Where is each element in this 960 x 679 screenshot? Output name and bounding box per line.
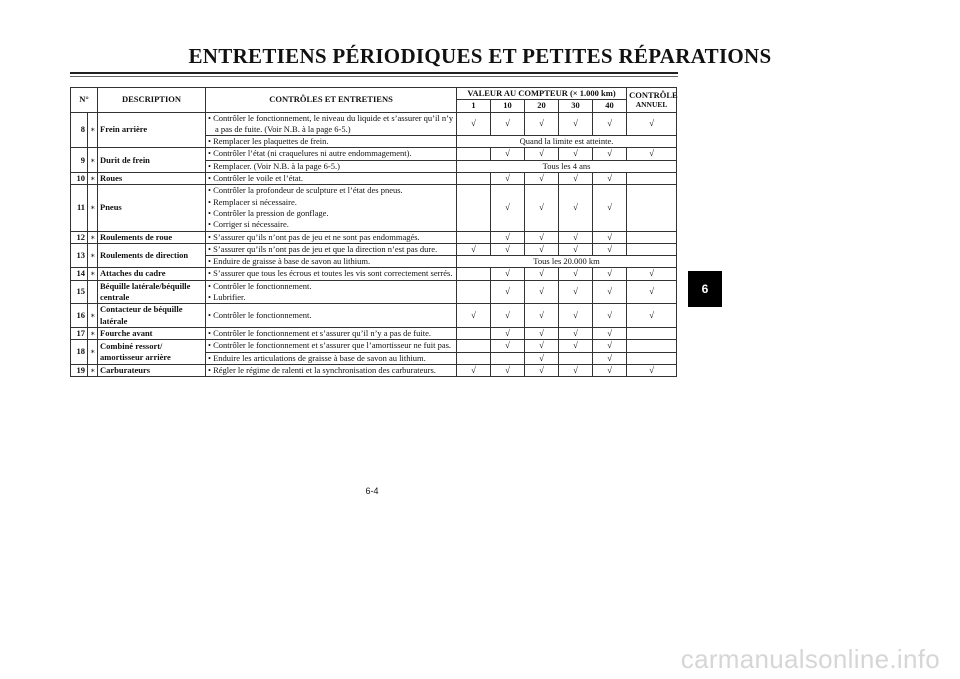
table-row	[71, 327, 677, 339]
check-mark: √	[525, 173, 559, 185]
check-mark: √	[559, 280, 593, 304]
check-mark: √	[593, 148, 627, 160]
check-mark: √	[457, 243, 491, 255]
check-mark	[457, 185, 491, 231]
item-number: 14	[71, 268, 88, 280]
item-description: Roues	[98, 173, 206, 185]
check-text	[206, 364, 457, 376]
item-description: Durit de frein	[98, 148, 206, 173]
check-line: • Corriger si nécessaire.	[208, 219, 289, 230]
item-description: Fourche avant	[98, 327, 206, 339]
check-text	[206, 160, 457, 172]
check-text	[206, 340, 457, 352]
check-mark: √	[491, 173, 525, 185]
header-km: 20	[525, 100, 559, 112]
check-mark: √	[525, 185, 559, 231]
asterisk-mark	[88, 280, 98, 304]
item-number: 17	[71, 327, 88, 339]
table-row	[71, 185, 677, 231]
check-mark: √	[525, 340, 559, 352]
check-line: • Contrôler la profondeur de sculpture et l’état des pneus.	[208, 185, 403, 196]
header-no: N°	[71, 88, 98, 113]
check-line: • Régler le régime de ralenti et la synchronisation des carburateurs.	[208, 364, 436, 375]
item-number: 9	[71, 148, 88, 173]
item-description: Roulements de direction	[98, 243, 206, 268]
check-mark: √	[525, 231, 559, 243]
page-number: 6-4	[365, 486, 379, 496]
check-mark: √	[593, 112, 627, 136]
check-mark: √	[491, 112, 525, 136]
table-row	[71, 268, 677, 280]
check-mark	[627, 173, 677, 185]
check-mark: √	[491, 327, 525, 339]
check-mark: √	[627, 148, 677, 160]
check-mark: √	[491, 243, 525, 255]
check-mark: √	[593, 340, 627, 352]
maintenance-table	[70, 87, 677, 377]
item-number: 13	[71, 243, 88, 268]
check-mark: √	[593, 304, 627, 328]
item-number: 8	[71, 112, 88, 148]
item-description: Béquille latérale/béquille centrale	[98, 280, 206, 304]
check-text	[206, 304, 457, 328]
check-mark: √	[627, 280, 677, 304]
check-mark: √	[525, 327, 559, 339]
check-mark: √	[491, 268, 525, 280]
check-mark: √	[491, 231, 525, 243]
check-mark: √	[525, 352, 559, 364]
header-description: DESCRIPTION	[98, 88, 206, 113]
asterisk-mark: ∗	[88, 231, 98, 243]
check-mark	[491, 352, 525, 364]
asterisk-mark: ∗	[88, 148, 98, 173]
check-mark	[457, 327, 491, 339]
check-line: • Remplacer. (Voir N.B. à la page 6-5.)	[208, 160, 340, 171]
check-text	[206, 185, 457, 231]
check-text	[206, 173, 457, 185]
asterisk-mark: ∗	[88, 173, 98, 185]
table-body	[71, 112, 677, 377]
check-mark: √	[559, 231, 593, 243]
check-mark	[627, 327, 677, 339]
check-mark: √	[525, 243, 559, 255]
check-mark: √	[457, 112, 491, 136]
item-description: Pneus	[98, 185, 206, 231]
check-mark	[559, 352, 593, 364]
check-line: • Remplacer les plaquettes de frein.	[208, 136, 329, 147]
table-row	[71, 304, 677, 328]
header-km: 40	[593, 100, 627, 112]
interval-text: Tous les 4 ans	[457, 160, 677, 172]
item-description: Contacteur de béquille latérale	[98, 304, 206, 328]
title-rule-thin	[70, 76, 678, 77]
chapter-tab: 6	[688, 271, 722, 307]
check-mark: √	[559, 112, 593, 136]
asterisk-mark: ∗	[88, 304, 98, 328]
interval-text: Quand la limite est atteinte.	[457, 136, 677, 148]
check-mark: √	[559, 173, 593, 185]
check-mark: √	[627, 268, 677, 280]
check-line: • Contrôler le fonctionnement.	[208, 280, 312, 291]
check-text	[206, 352, 457, 364]
asterisk-mark: ∗	[88, 112, 98, 148]
check-mark	[457, 148, 491, 160]
check-mark: √	[491, 148, 525, 160]
check-mark: √	[593, 280, 627, 304]
check-text	[206, 231, 457, 243]
check-text	[206, 148, 457, 160]
table-row	[71, 173, 677, 185]
check-mark: √	[627, 304, 677, 328]
asterisk-mark: ∗	[88, 340, 98, 365]
check-mark: √	[593, 231, 627, 243]
check-mark: √	[525, 304, 559, 328]
check-text	[206, 280, 457, 304]
watermark: carmanualsonline.info	[680, 644, 940, 674]
item-number: 16	[71, 304, 88, 328]
check-line: • S’assurer qu’ils n’ont pas de jeu et ne sont pas endommagés.	[208, 231, 420, 242]
check-mark: √	[559, 243, 593, 255]
table-row	[71, 340, 677, 352]
header-annual-line1: CONTRÔLE	[629, 89, 678, 100]
table-row	[71, 231, 677, 243]
check-line: • Contrôler le fonctionnement et s’assurer qu’il n’y a pas de fuite.	[208, 327, 431, 338]
check-mark: √	[525, 364, 559, 376]
check-line: • Contrôler le voile et l’état.	[208, 173, 304, 184]
check-mark: √	[559, 340, 593, 352]
check-mark: √	[559, 364, 593, 376]
check-mark: √	[559, 327, 593, 339]
check-line: • Contrôler le fonctionnement, le niveau du liquide et s’assurer qu’il n’y a pas de fuite. (Voir N.B. à la page 6-5.)	[208, 112, 454, 134]
check-mark: √	[593, 243, 627, 255]
check-mark	[627, 185, 677, 231]
check-mark: √	[491, 340, 525, 352]
check-text	[206, 243, 457, 255]
check-mark	[457, 280, 491, 304]
check-mark	[627, 340, 677, 352]
check-mark: √	[525, 112, 559, 136]
check-mark: √	[559, 268, 593, 280]
item-number: 12	[71, 231, 88, 243]
table-row	[71, 112, 677, 136]
check-mark: √	[559, 304, 593, 328]
check-mark: √	[491, 364, 525, 376]
check-mark: √	[457, 364, 491, 376]
check-mark	[627, 243, 677, 255]
check-mark: √	[593, 173, 627, 185]
check-mark: √	[627, 364, 677, 376]
check-mark: √	[491, 185, 525, 231]
title-rule	[70, 72, 678, 74]
asterisk-mark: ∗	[88, 268, 98, 280]
check-mark	[457, 268, 491, 280]
item-description: Roulements de roue	[98, 231, 206, 243]
check-line: • Contrôler le fonctionnement.	[208, 309, 312, 320]
check-mark	[457, 352, 491, 364]
page-title: ENTRETIENS PÉRIODIQUES ET PETITES RÉPARATIONS	[188, 44, 772, 68]
check-mark: √	[593, 268, 627, 280]
check-mark: √	[593, 185, 627, 231]
check-mark	[627, 352, 677, 364]
table-row	[71, 148, 677, 160]
header-odometer: VALEUR AU COMPTEUR (× 1.000 km)	[457, 88, 627, 100]
check-mark: √	[525, 268, 559, 280]
check-mark: √	[491, 280, 525, 304]
check-mark: √	[457, 304, 491, 328]
check-mark: √	[525, 280, 559, 304]
check-line: • Enduire de graisse à base de savon au lithium.	[208, 256, 371, 267]
header-annual-line2: ANNUEL	[635, 99, 668, 109]
check-mark	[627, 231, 677, 243]
asterisk-mark: ∗	[88, 185, 98, 231]
check-mark: √	[559, 185, 593, 231]
header-annual	[627, 88, 677, 113]
check-line: • Enduire les articulations de graisse à base de savon au lithium.	[208, 352, 426, 363]
check-mark: √	[627, 112, 677, 136]
check-mark: √	[525, 148, 559, 160]
check-mark	[457, 231, 491, 243]
item-number: 15	[71, 280, 88, 304]
check-mark	[457, 340, 491, 352]
header-km: 10	[491, 100, 525, 112]
item-description: Carburateurs	[98, 364, 206, 376]
item-description: Attaches du cadre	[98, 268, 206, 280]
check-mark: √	[559, 148, 593, 160]
check-line: • Lubrifier.	[208, 292, 246, 303]
check-text	[206, 268, 457, 280]
check-mark: √	[491, 304, 525, 328]
check-mark: √	[593, 352, 627, 364]
check-mark: √	[593, 364, 627, 376]
item-description: Frein arrière	[98, 112, 206, 148]
asterisk-mark: ∗	[88, 243, 98, 268]
item-number: 19	[71, 364, 88, 376]
check-line: • Contrôler la pression de gonflage.	[208, 207, 329, 218]
header-km: 30	[559, 100, 593, 112]
check-text	[206, 327, 457, 339]
asterisk-mark: ∗	[88, 327, 98, 339]
item-description: Combiné ressort/ amortisseur arrière	[98, 340, 206, 365]
item-number: 18	[71, 340, 88, 365]
check-text	[206, 112, 457, 136]
check-mark	[457, 173, 491, 185]
interval-text: Tous les 20.000 km	[457, 256, 677, 268]
header-km: 1	[457, 100, 491, 112]
check-line: • S’assurer que tous les écrous et toutes les vis sont correctement serrés.	[208, 268, 453, 279]
check-line: • Contrôler l’état (ni craquelures ni autre endommagement).	[208, 148, 412, 159]
item-number: 11	[71, 185, 88, 231]
check-line: • Remplacer si nécessaire.	[208, 196, 297, 207]
table-row	[71, 280, 677, 304]
table-row	[71, 364, 677, 376]
asterisk-mark: ∗	[88, 364, 98, 376]
check-line: • S’assurer qu’ils n’ont pas de jeu et que la direction n’est pas dure.	[208, 243, 438, 254]
check-mark: √	[593, 327, 627, 339]
table-row	[71, 243, 677, 255]
item-number: 10	[71, 173, 88, 185]
check-text	[206, 136, 457, 148]
header-checks: CONTRÔLES ET ENTRETIENS	[206, 88, 457, 113]
check-line: • Contrôler le fonctionnement et s’assurer que l’amortisseur ne fuit pas.	[208, 340, 452, 351]
check-text	[206, 256, 457, 268]
